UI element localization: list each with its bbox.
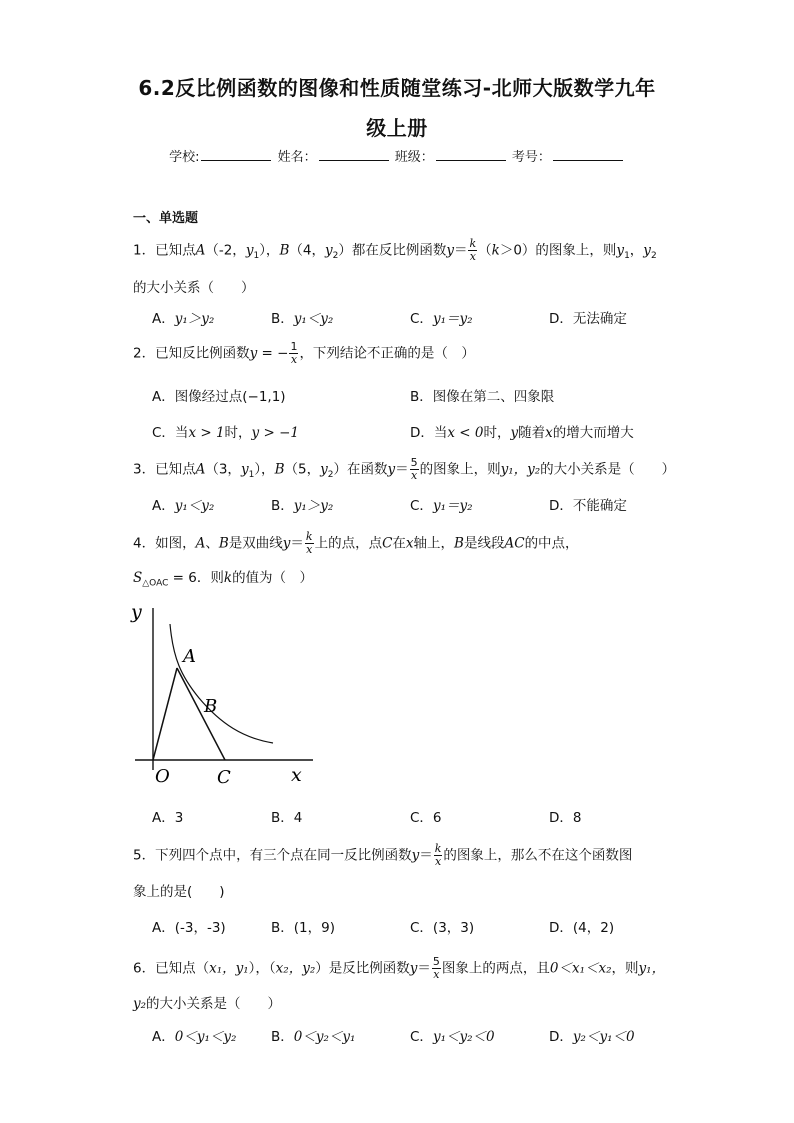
- q4-var: k: [223, 570, 233, 586]
- q3-eq: ＝: [395, 461, 409, 478]
- q4-eq: ＝: [290, 535, 304, 552]
- question-5: [133, 843, 632, 868]
- q3-text: ）在函数: [333, 461, 388, 478]
- q6-text: ，则: [611, 960, 639, 977]
- school-label: 学校:: [169, 150, 200, 165]
- q1-option-a[interactable]: [152, 307, 214, 327]
- q4-text: 是双曲线: [228, 535, 283, 552]
- q4-text: 4．如图，: [133, 535, 196, 552]
- segment-ac: [177, 668, 225, 760]
- q3-sub: 1: [248, 470, 255, 481]
- class-label: 班级：: [394, 150, 434, 165]
- q1-var: k: [491, 242, 500, 259]
- q2-text: ，下列结论不正确的是（ ）: [299, 345, 475, 362]
- q6-option-b[interactable]: [271, 1025, 355, 1045]
- section-title: 一、单选题: [133, 211, 199, 226]
- q4-text: ．则: [196, 570, 224, 586]
- frac-den: x: [290, 353, 298, 366]
- frac-den: x: [433, 968, 440, 981]
- x-axis-label: x: [291, 764, 302, 786]
- class-blank[interactable]: [436, 148, 506, 161]
- q6-text: 图象上的两点，且: [441, 960, 550, 977]
- q2-func: y = −: [249, 345, 289, 362]
- q1-point-b: B: [279, 242, 290, 259]
- q5-text: 5．下列四个点中，有三个点在同一反比例函数: [133, 847, 412, 864]
- name-label: 姓名：: [277, 150, 317, 165]
- q1-eq: ＝: [453, 242, 468, 259]
- option-expr: y₁＜y₂: [293, 311, 334, 327]
- q6-text: 的大小关系是（ ）: [146, 996, 282, 1012]
- q3-fraction: [410, 457, 419, 482]
- q6-expr: y₁，: [638, 960, 666, 977]
- q1-sub: 2: [332, 251, 339, 262]
- q4-text: 轴上，: [413, 535, 455, 552]
- q3-option-b[interactable]: [271, 494, 333, 514]
- q5-option-d[interactable]: D．(4，2): [549, 920, 615, 936]
- q5-var: y: [411, 847, 420, 864]
- option-text: 时，: [483, 425, 511, 441]
- q1-text: ＞0）的图象上，则: [499, 242, 617, 259]
- q6-option-c[interactable]: [410, 1025, 495, 1045]
- q4-option-b[interactable]: B．4: [271, 810, 303, 826]
- option-label: B．: [271, 1029, 294, 1045]
- q2-option-b[interactable]: B．图像在第二、四象限: [410, 389, 555, 405]
- q2-option-c[interactable]: [152, 421, 299, 441]
- q2-option-d[interactable]: [410, 421, 634, 441]
- q3-sub: 2: [327, 470, 334, 481]
- q4-text: 在: [392, 535, 406, 552]
- q3-option-a[interactable]: [152, 494, 214, 514]
- q3-option-d[interactable]: D．不能确定: [549, 498, 627, 514]
- exam-no-label: 考号：: [511, 150, 551, 165]
- option-text: 随着: [518, 425, 546, 441]
- option-text: 的增大而增大: [552, 425, 634, 441]
- q4-var: B: [218, 535, 229, 552]
- q6-eq: ＝: [417, 960, 431, 977]
- question-6: [133, 956, 665, 981]
- q6-expr: 0＜x₁＜x₂: [549, 960, 612, 977]
- point-b-label: B: [204, 696, 218, 717]
- q1-option-d[interactable]: D．无法确定: [549, 311, 627, 327]
- q3-text: 的大小关系是（ ）: [540, 461, 676, 478]
- page-title-line2: 级上册: [366, 116, 428, 140]
- q4-var: y: [282, 535, 291, 552]
- option-label: C．: [410, 498, 433, 514]
- q6-fraction: [432, 956, 441, 981]
- q1-fraction: [468, 238, 477, 263]
- name-blank[interactable]: [319, 148, 389, 161]
- q3-text: 3．已知点: [133, 461, 196, 478]
- option-label: D．当: [410, 425, 448, 441]
- y-axis-label: y: [131, 601, 142, 623]
- option-label: B．: [271, 498, 294, 514]
- q1-option-b[interactable]: [271, 307, 333, 327]
- option-expr: y₁＝y₂: [432, 498, 473, 514]
- q4-option-d[interactable]: D．8: [549, 810, 582, 826]
- q4-var: C: [382, 535, 393, 552]
- option-label: B．: [271, 311, 294, 327]
- option-expr: y₁＜y₂: [174, 498, 215, 514]
- q4-var: x: [405, 535, 414, 552]
- q3-point-b: B: [274, 461, 285, 478]
- option-label: A．: [152, 311, 175, 327]
- q6-expr: x₂，y₂: [275, 960, 316, 977]
- q5-option-a[interactable]: A．(-3，-3): [152, 920, 226, 936]
- frac-num: 5: [432, 955, 440, 968]
- option-label: A．图像经过点: [152, 389, 243, 405]
- option-expr: x > 1: [188, 425, 225, 441]
- q3-var: y: [320, 461, 328, 478]
- q6-expr: y₂: [133, 996, 147, 1012]
- q3-text: （3，: [205, 461, 241, 478]
- frac-den: x: [434, 855, 442, 868]
- q4-text: 上的点，点: [314, 535, 383, 552]
- question-1: [133, 238, 657, 263]
- q6-var: y: [409, 960, 418, 977]
- question-4: [133, 531, 579, 556]
- frac-num: k: [434, 842, 442, 855]
- option-var: x: [545, 425, 553, 441]
- frac-den: x: [469, 250, 476, 263]
- option-var: y: [510, 425, 519, 441]
- q4-var: B: [454, 535, 464, 552]
- q3-point-a: A: [195, 461, 206, 478]
- q6-option-d[interactable]: [549, 1025, 635, 1045]
- student-info: [0, 146, 794, 165]
- option-expr: x < 0: [447, 425, 484, 441]
- origin-label: O: [155, 766, 170, 787]
- option-label: D．: [549, 1029, 573, 1045]
- q4-area-eq: = 6: [168, 570, 197, 586]
- q4-var: A: [195, 535, 206, 552]
- q1-text: （4，: [289, 242, 325, 259]
- q1-sub: 2: [650, 251, 657, 262]
- option-expr: y₁＞y₂: [293, 498, 334, 514]
- q1-var: y: [245, 242, 254, 259]
- frac-num: k: [469, 237, 477, 250]
- q1-point-a: A: [195, 242, 206, 259]
- frac-num: 1: [290, 340, 298, 353]
- option-expr: y₁＝y₂: [432, 311, 473, 327]
- q4-text: 、: [205, 535, 219, 552]
- point-c-label: C: [217, 767, 231, 788]
- q1-sub: 1: [253, 251, 260, 262]
- q5-option-c[interactable]: C．(3，3): [410, 920, 475, 936]
- frac-den: x: [410, 469, 418, 482]
- q4-text: 的值为（ ）: [232, 570, 314, 586]
- option-label: C．: [410, 311, 433, 327]
- q4-area-sub: △OAC: [142, 578, 169, 589]
- q3-var: y: [387, 461, 396, 478]
- q6-expr: x₁，y₁: [209, 960, 249, 977]
- option-expr: y₁＜y₂＜0: [432, 1029, 495, 1045]
- q1-text: （: [478, 242, 492, 259]
- q4-fraction: [305, 531, 314, 556]
- q1-option-c[interactable]: [410, 307, 473, 327]
- option-expr: y > −1: [251, 425, 299, 441]
- q2-option-a[interactable]: [152, 385, 286, 405]
- option-text: 时，: [224, 425, 252, 441]
- question-2: [133, 341, 475, 366]
- option-label: A．: [152, 498, 175, 514]
- option-expr: y₁＞y₂: [174, 311, 215, 327]
- q1-var: y: [643, 242, 651, 259]
- q4-text: 的中点，: [524, 535, 579, 552]
- q4-option-c[interactable]: C．6: [410, 810, 442, 826]
- option-expr: y₂＜y₁＜0: [572, 1029, 635, 1045]
- frac-num: 5: [410, 456, 418, 469]
- q4-var: AC: [504, 535, 525, 552]
- q3-text: 的图象上，则: [419, 461, 501, 478]
- q6-text: ）是反比例函数: [315, 960, 410, 977]
- exam-no-blank[interactable]: [553, 148, 623, 161]
- point-a-label: A: [183, 646, 196, 667]
- q1-var: y: [616, 242, 625, 259]
- q1-text: ），: [259, 242, 280, 259]
- question-5-line2: 象上的是( ): [133, 884, 225, 900]
- frac-den: x: [306, 543, 313, 556]
- q3-text: （5，: [284, 461, 321, 478]
- question-1-line2: 的大小关系（ ）: [133, 280, 255, 296]
- question-3: [133, 457, 675, 482]
- q1-text: 1．已知点: [133, 242, 196, 259]
- page-title: 6.2反比例函数的图像和性质随堂练习-北师大版数学九年: [138, 76, 656, 100]
- q1-text: （-2，: [205, 242, 246, 259]
- q1-var: y: [324, 242, 333, 259]
- q2-text: 2．已知反比例函数: [133, 345, 250, 362]
- question-6-line2: [133, 992, 281, 1012]
- q6-text: ），（: [248, 960, 276, 977]
- q4-area-s: S: [133, 570, 143, 586]
- q1-text: ）都在反比例函数: [338, 242, 447, 259]
- q6-option-a[interactable]: [152, 1025, 236, 1045]
- q3-text: ），: [254, 461, 275, 478]
- segment-oa: [153, 668, 177, 760]
- q1-sub: 1: [624, 251, 630, 262]
- q1-text: ，: [629, 242, 644, 259]
- q4-text: 是线段: [463, 535, 505, 552]
- q6-text: 6．已知点（: [133, 960, 210, 977]
- q4-option-a[interactable]: A．3: [152, 810, 184, 826]
- q4-figure: [125, 598, 325, 793]
- option-label: C．当: [152, 425, 189, 441]
- frac-num: k: [305, 530, 313, 543]
- q3-expr: y₁，y₂: [500, 461, 541, 478]
- option-label: A．: [152, 1029, 175, 1045]
- q5-option-b[interactable]: B．(1，9): [271, 920, 335, 936]
- q1-var: y: [446, 242, 454, 259]
- q5-text: 的图象上，那么不在这个函数图: [443, 847, 633, 864]
- question-4-line2: [133, 566, 313, 589]
- q5-fraction: [434, 843, 443, 868]
- option-label: C．: [410, 1029, 433, 1045]
- q3-var: y: [240, 461, 249, 478]
- q3-option-c[interactable]: [410, 494, 473, 514]
- option-expr: 0＜y₁＜y₂: [174, 1029, 237, 1045]
- option-expr: 0＜y₂＜y₁: [293, 1029, 356, 1045]
- school-blank[interactable]: [201, 148, 271, 161]
- q5-eq: ＝: [419, 847, 433, 864]
- q2-fraction: [289, 341, 298, 366]
- option-expr: (−1,1): [242, 389, 286, 405]
